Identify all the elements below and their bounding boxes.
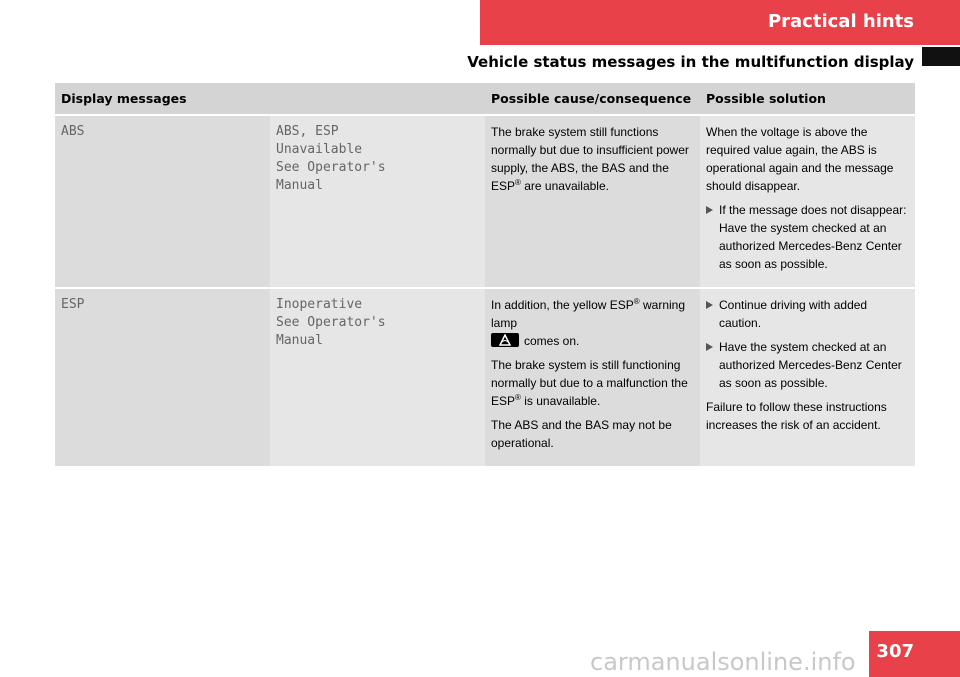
- header-display-messages: Display messages: [55, 83, 485, 115]
- table-row: [55, 115, 915, 288]
- message-cell: [270, 115, 485, 288]
- message-line: Manual: [276, 178, 323, 193]
- solution-bullet: Have the system checked at an authorized Mercedes-Benz Center as soon as possible.: [706, 338, 909, 392]
- solution-paragraph: Failure to follow these instructions increases the risk of an accident.: [706, 400, 887, 432]
- cause-paragraph: The brake system is still functioning normally but due to a malfunction the ESP® is unavailable.: [491, 358, 688, 408]
- message-line: See Operator's: [276, 315, 386, 330]
- solution-cell: [700, 115, 915, 288]
- solution-bullet: Continue driving with added caution.: [706, 296, 909, 332]
- message-line: See Operator's: [276, 160, 386, 175]
- message-line: Manual: [276, 333, 323, 348]
- cause-paragraph: In addition, the yellow ESP® warning lamp comes on.: [491, 297, 686, 348]
- message-line: Inoperative: [276, 297, 363, 312]
- solution-paragraph: When the voltage is above the required value again, the ABS is operational again and the message should disappear.: [706, 125, 894, 193]
- system-cell: ESP: [55, 288, 270, 467]
- section-title: Practical hints: [767, 11, 914, 32]
- edge-marker: [922, 47, 960, 66]
- page-number: 307: [876, 641, 914, 662]
- esp-warning-lamp-icon: [491, 333, 519, 347]
- page-number-tab: [869, 631, 960, 677]
- status-messages-table: [55, 83, 915, 468]
- table-row: [55, 288, 915, 467]
- watermark: carmanualsonline.info: [590, 648, 856, 676]
- cause-cell: [485, 288, 700, 467]
- cause-paragraph: The ABS and the BAS may not be operational.: [491, 418, 672, 450]
- triangle-bullet-icon: [706, 343, 713, 351]
- cause-cell: [485, 115, 700, 288]
- system-cell: ABS: [55, 115, 270, 288]
- table-header-row: [55, 83, 915, 115]
- solution-bullet: If the message does not disappear: Have the system checked at an authorized Mercedes-Benz Center as soon as possible.: [706, 201, 909, 273]
- section-tab: [480, 0, 960, 45]
- page-subtitle: Vehicle status messages in the multifunction display: [467, 53, 914, 71]
- header-possible-solution: Possible solution: [700, 83, 915, 115]
- triangle-bullet-icon: [706, 206, 713, 214]
- message-line: Unavailable: [276, 142, 363, 157]
- triangle-bullet-icon: [706, 301, 713, 309]
- message-line: ABS, ESP: [276, 124, 339, 139]
- solution-cell: [700, 288, 915, 467]
- header-possible-cause: Possible cause/consequence: [485, 83, 700, 115]
- cause-paragraph: The brake system still functions normally but due to insufficient power supply, the ABS, the BAS and the ESP® are unavailable.: [491, 125, 689, 193]
- message-cell: [270, 288, 485, 467]
